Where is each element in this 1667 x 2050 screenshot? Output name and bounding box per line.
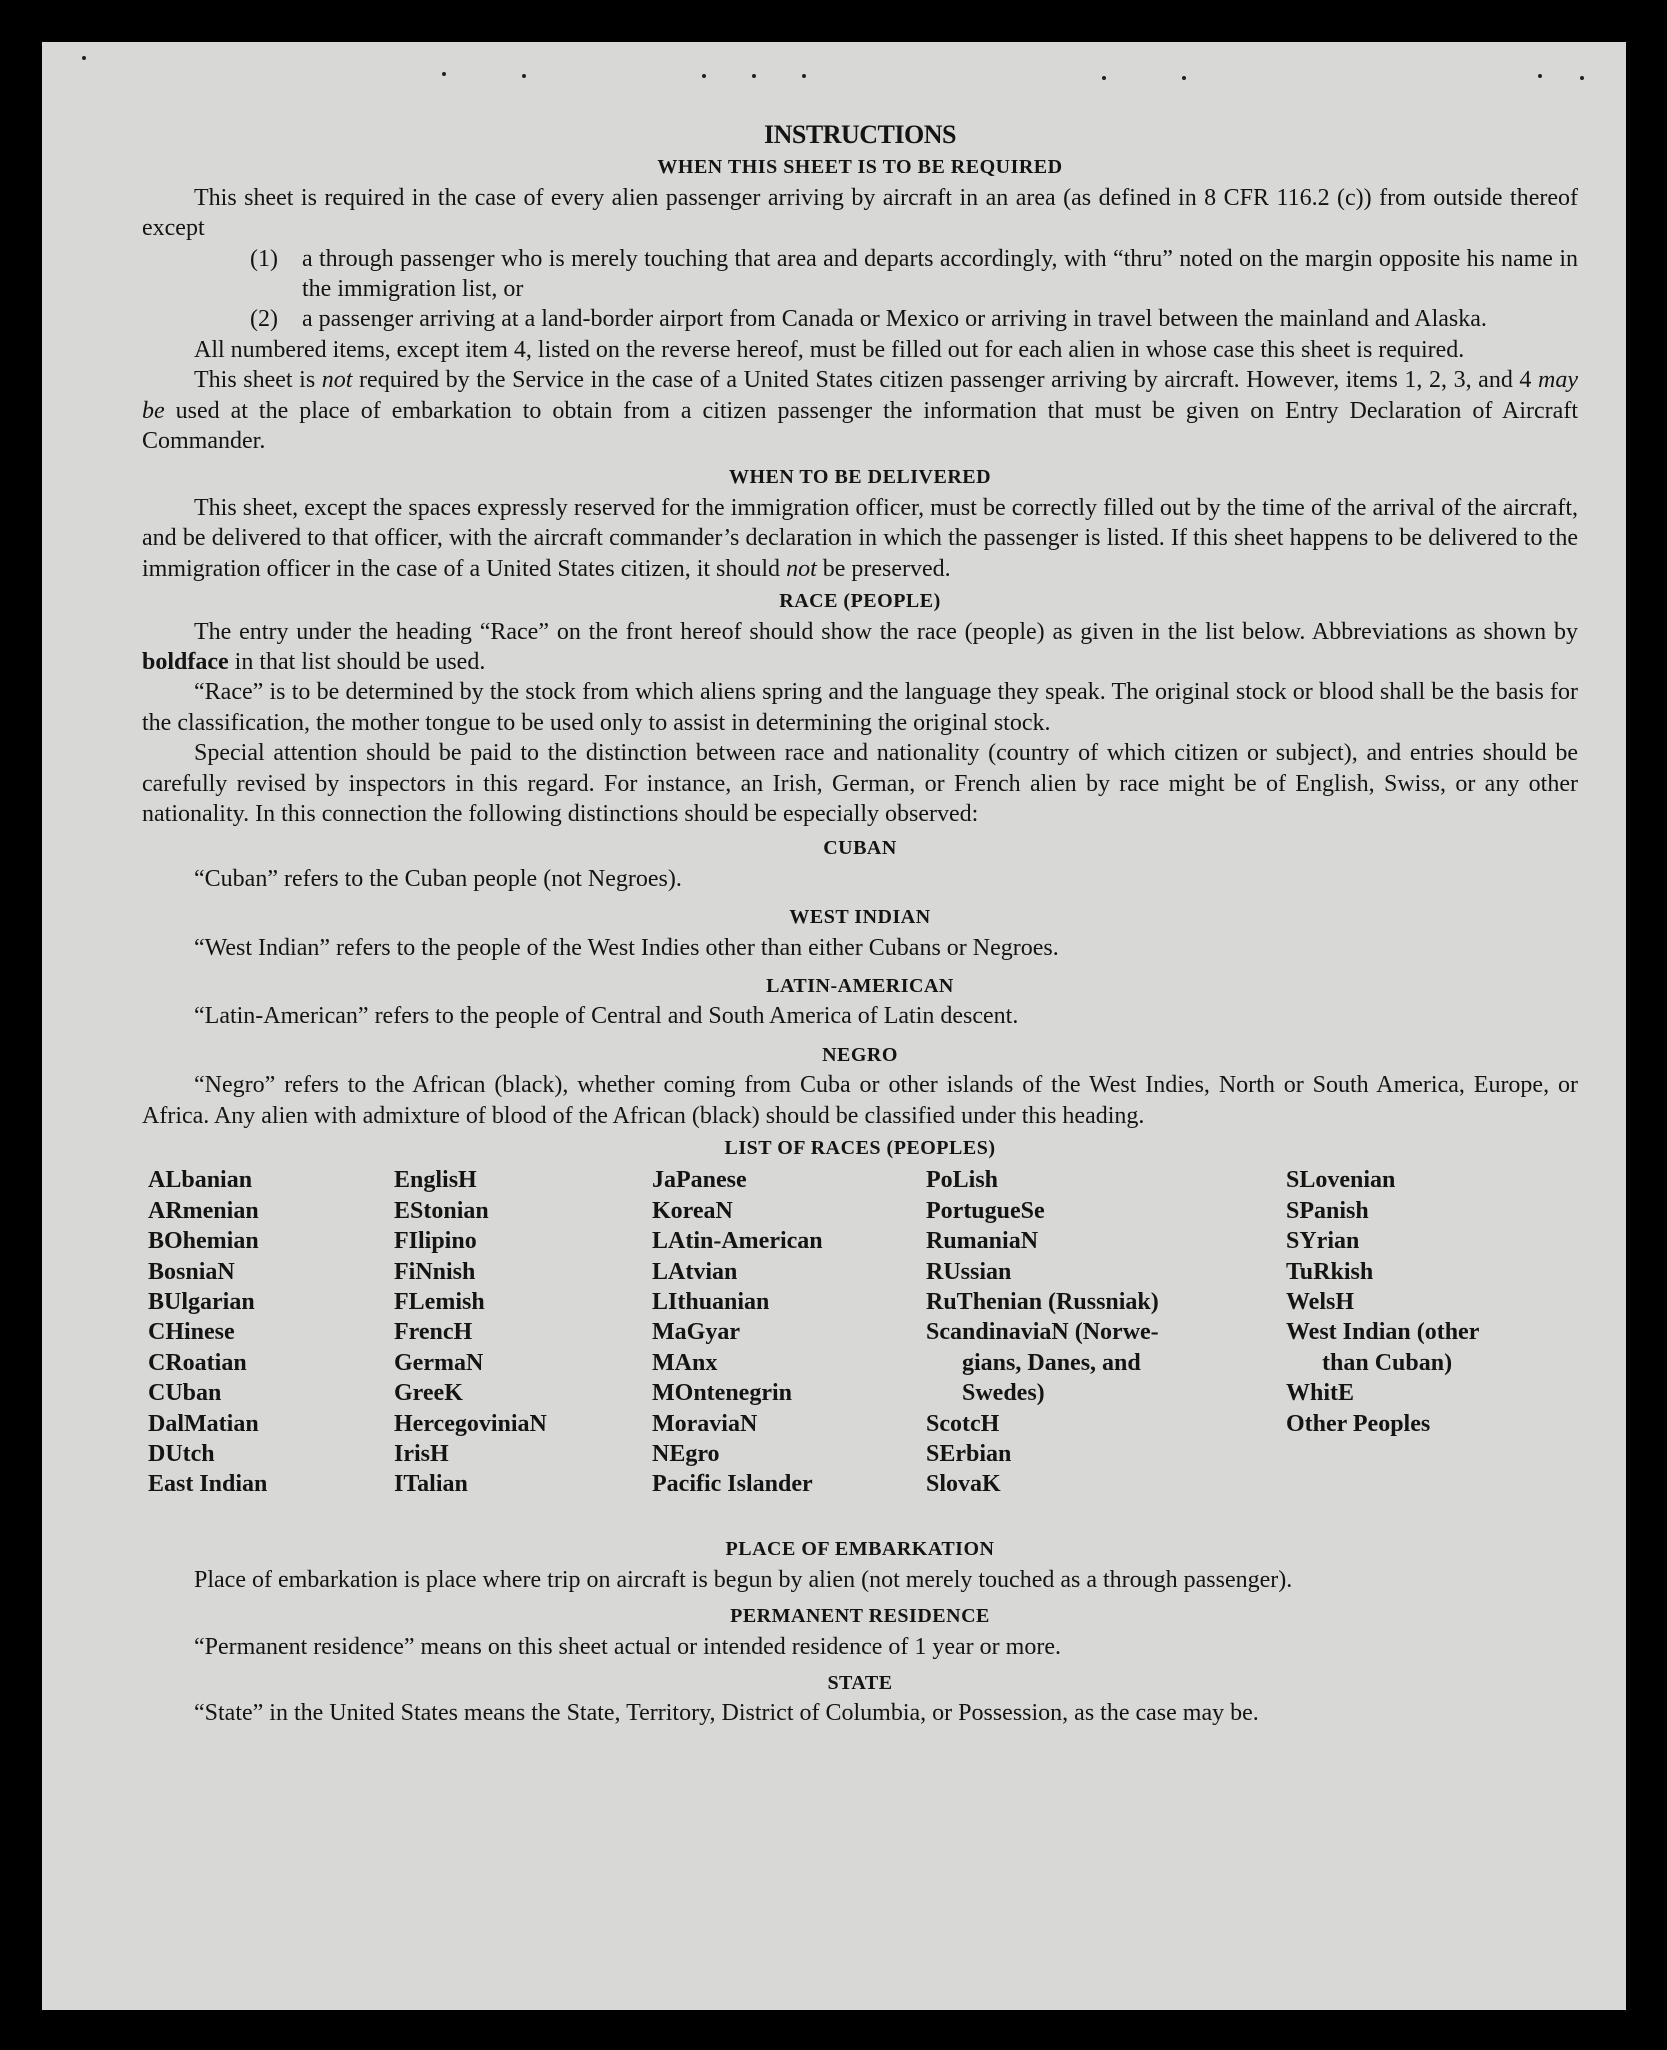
race-item: KoreaN xyxy=(652,1197,733,1224)
race-item: SErbian xyxy=(926,1441,1012,1468)
paragraph-negro: “Negro” refers to the African (black), whether coming from Cuba or other islands of the West Indies, North or South America, Europe, or Africa. Any alien with admixture of blood of the African (black) should be classified under this heading. xyxy=(142,1072,1578,1129)
race-item: ScotcH xyxy=(926,1410,1000,1437)
race-item: DalMatian xyxy=(148,1410,259,1437)
race-item: East Indian xyxy=(148,1471,268,1498)
race-item: ScandinaviaN (Norwe- xyxy=(926,1319,1159,1346)
race-item: SYrian xyxy=(1286,1228,1360,1255)
race-item: WhitE xyxy=(1286,1380,1355,1407)
race-item: FIlipino xyxy=(394,1228,477,1255)
heading-when-delivered: WHEN TO BE DELIVERED xyxy=(728,466,992,489)
text-run: This sheet is xyxy=(194,367,322,394)
paragraph-numbered-items: All numbered items, except item 4, listed on the reverse hereof, must be filled out for each alien in whose case this sheet is required. xyxy=(194,336,1465,363)
text-run: required by the Service in the case of a United States citizen passenger arriving by aircraft. However, items 1, 2, 3, and 4 xyxy=(352,367,1539,394)
race-item: PoLish xyxy=(926,1167,999,1194)
race-item: MAnx xyxy=(652,1349,718,1376)
heading-cuban: CUBAN xyxy=(823,837,897,860)
race-item: CUban xyxy=(148,1380,222,1407)
race-item: LIthuanian xyxy=(652,1289,770,1316)
heading-list-of-races: LIST OF RACES (PEOPLES) xyxy=(724,1137,996,1159)
race-item: ARmenian xyxy=(148,1197,259,1224)
race-item: RumaniaN xyxy=(926,1228,1039,1255)
race-item: RUssian xyxy=(926,1258,1012,1285)
paragraph-race-nationality: Special attention should be paid to the distinction between race and nationality (country of which citizen or subject), and entries should be carefully revised by inspectors in this regard. For instance, an Irish, German, or French alien by race might be of English, Swiss, or any other nationality. In this connection the following distinctions should be especially observed: xyxy=(142,740,1578,827)
paragraph-race-entry xyxy=(142,617,1578,678)
race-item: TuRkish xyxy=(1286,1258,1374,1285)
race-item: EStonian xyxy=(394,1197,489,1224)
italic-run: not xyxy=(786,555,817,582)
race-item: GreeK xyxy=(394,1380,463,1407)
item-text: a through passenger who is merely touching that area and departs accordingly, with “thru” noted on the margin opposite his name in the immigration list, or xyxy=(302,245,1578,303)
paragraph-cuban: “Cuban” refers to the Cuban people (not Negroes). xyxy=(194,865,682,892)
race-item: RuThenian (Russniak) xyxy=(926,1289,1159,1316)
paragraph-latin-american: “Latin-American” refers to the people of Central and South America of Latin descent. xyxy=(194,1003,1019,1030)
bold-run: boldface xyxy=(142,648,229,675)
document-page xyxy=(42,42,1626,2010)
race-item: MoraviaN xyxy=(652,1410,758,1437)
race-item: Pacific Islander xyxy=(652,1471,813,1498)
race-item: HercegoviniaN xyxy=(394,1410,547,1437)
paragraph-residence: “Permanent residence” means on this sheet actual or intended residence of 1 year or more. xyxy=(194,1633,1061,1660)
race-item: MOntenegrin xyxy=(652,1380,792,1407)
race-item: JaPanese xyxy=(652,1167,747,1194)
race-item: BUlgarian xyxy=(148,1289,255,1316)
paragraph-race-stock: “Race” is to be determined by the stock from which aliens spring and the language they speak. The original stock or blood shall be the basis for the classification, the mother tongue to be used only to assist in determining the original stock. xyxy=(142,679,1578,736)
race-item: LAtin-American xyxy=(652,1228,823,1255)
text-run: in that list should be used. xyxy=(228,648,486,675)
race-item-continuation: gians, Danes, and xyxy=(962,1349,1141,1376)
race-item: BosniaN xyxy=(148,1258,235,1285)
race-item: FiNnish xyxy=(394,1258,476,1285)
text-run: The entry under the heading “Race” on the front hereof should show the race (people) as given in the list below. Abbreviations as shown by xyxy=(194,618,1578,645)
race-item: SlovaK xyxy=(926,1471,1001,1498)
italic-run: not xyxy=(321,367,353,394)
race-item: SPanish xyxy=(1286,1197,1369,1224)
page-title: INSTRUCTIONS xyxy=(764,120,956,149)
paragraph-delivered xyxy=(142,493,1578,584)
race-list xyxy=(142,1165,1578,1530)
race-item: BOhemian xyxy=(148,1228,259,1255)
race-item: GermaN xyxy=(394,1349,484,1376)
paragraph-west-indian: “West Indian” refers to the people of the West Indies other than either Cubans or Negroes. xyxy=(194,934,1059,961)
heading-west-indian: WEST INDIAN xyxy=(789,906,931,929)
italic-run: may be xyxy=(142,367,1578,424)
race-item-continuation: than Cuban) xyxy=(1322,1349,1453,1376)
race-item: DUtch xyxy=(148,1441,215,1468)
race-item: FrencH xyxy=(394,1319,473,1346)
race-item: CRoatian xyxy=(148,1349,247,1376)
race-column-2 xyxy=(394,1165,547,1499)
paragraph-required: This sheet is required in the case of every alien passenger arriving by aircraft in an area (as defined in 8 CFR 116.2 (c)) from outside thereof except xyxy=(142,184,1578,242)
list-item xyxy=(142,304,1578,334)
race-item: ALbanian xyxy=(148,1167,253,1194)
race-column-3 xyxy=(652,1165,823,1499)
text-run: This sheet, except the spaces expressly reserved for the immigration officer, must be correctly filled out by the time of the arrival of the aircraft, and be delivered to that officer, with the aircraft commander’s declaration in which the passenger is listed. If this sheet happens to be delivered to the immigration officer in the case of a United States citizen, it should xyxy=(142,494,1578,582)
heading-latin-american: LATIN-AMERICAN xyxy=(766,974,954,997)
race-item: WelsH xyxy=(1286,1289,1355,1316)
heading-place-of-embarkation: PLACE OF EMBARKATION xyxy=(725,1538,995,1561)
document-content xyxy=(142,120,1578,1729)
race-item: West Indian (other xyxy=(1286,1319,1480,1346)
race-column-4 xyxy=(926,1165,1206,1499)
text-run: be preserved. xyxy=(816,555,951,582)
paragraph-state: “State” in the United States means the State, Territory, District of Columbia, or Possession, as the case may be. xyxy=(194,1700,1259,1727)
race-item: CHinese xyxy=(148,1319,235,1346)
item-number: (1) xyxy=(250,245,278,272)
race-item: EnglisH xyxy=(394,1167,477,1194)
text-run: used at the place of embarkation to obtain from a citizen passenger the information that must be given on Entry Declaration of Aircraft Commander. xyxy=(142,397,1578,455)
heading-negro: NEGRO xyxy=(822,1043,898,1066)
race-item-continuation: Swedes) xyxy=(962,1380,1045,1407)
race-item: PortugueSe xyxy=(926,1197,1045,1224)
list-item xyxy=(142,244,1578,305)
paragraph-citizen xyxy=(142,365,1578,456)
item-text: a passenger arriving at a land-border airport from Canada or Mexico or arriving in travel between the mainland and Alaska. xyxy=(302,306,1487,333)
heading-when-required: WHEN THIS SHEET IS TO BE REQUIRED xyxy=(657,156,1063,179)
race-item: ITalian xyxy=(394,1471,468,1498)
race-item: IrisH xyxy=(394,1441,449,1468)
heading-race: RACE (PEOPLE) xyxy=(779,590,941,613)
heading-state: STATE xyxy=(827,1672,893,1695)
race-item: SLovenian xyxy=(1286,1167,1396,1194)
heading-permanent-residence: PERMANENT RESIDENCE xyxy=(730,1605,990,1628)
race-item: FLemish xyxy=(394,1289,485,1316)
race-item: MaGyar xyxy=(652,1319,740,1346)
race-column-5 xyxy=(1286,1165,1479,1439)
race-item: NEgro xyxy=(652,1441,720,1468)
item-number: (2) xyxy=(250,306,278,333)
paragraph-embarkation: Place of embarkation is place where trip on aircraft is begun by alien (not merely touched as a through passenger). xyxy=(194,1566,1293,1593)
race-column-1 xyxy=(148,1165,267,1499)
race-item: Other Peoples xyxy=(1286,1410,1431,1437)
race-item: LAtvian xyxy=(652,1258,738,1285)
